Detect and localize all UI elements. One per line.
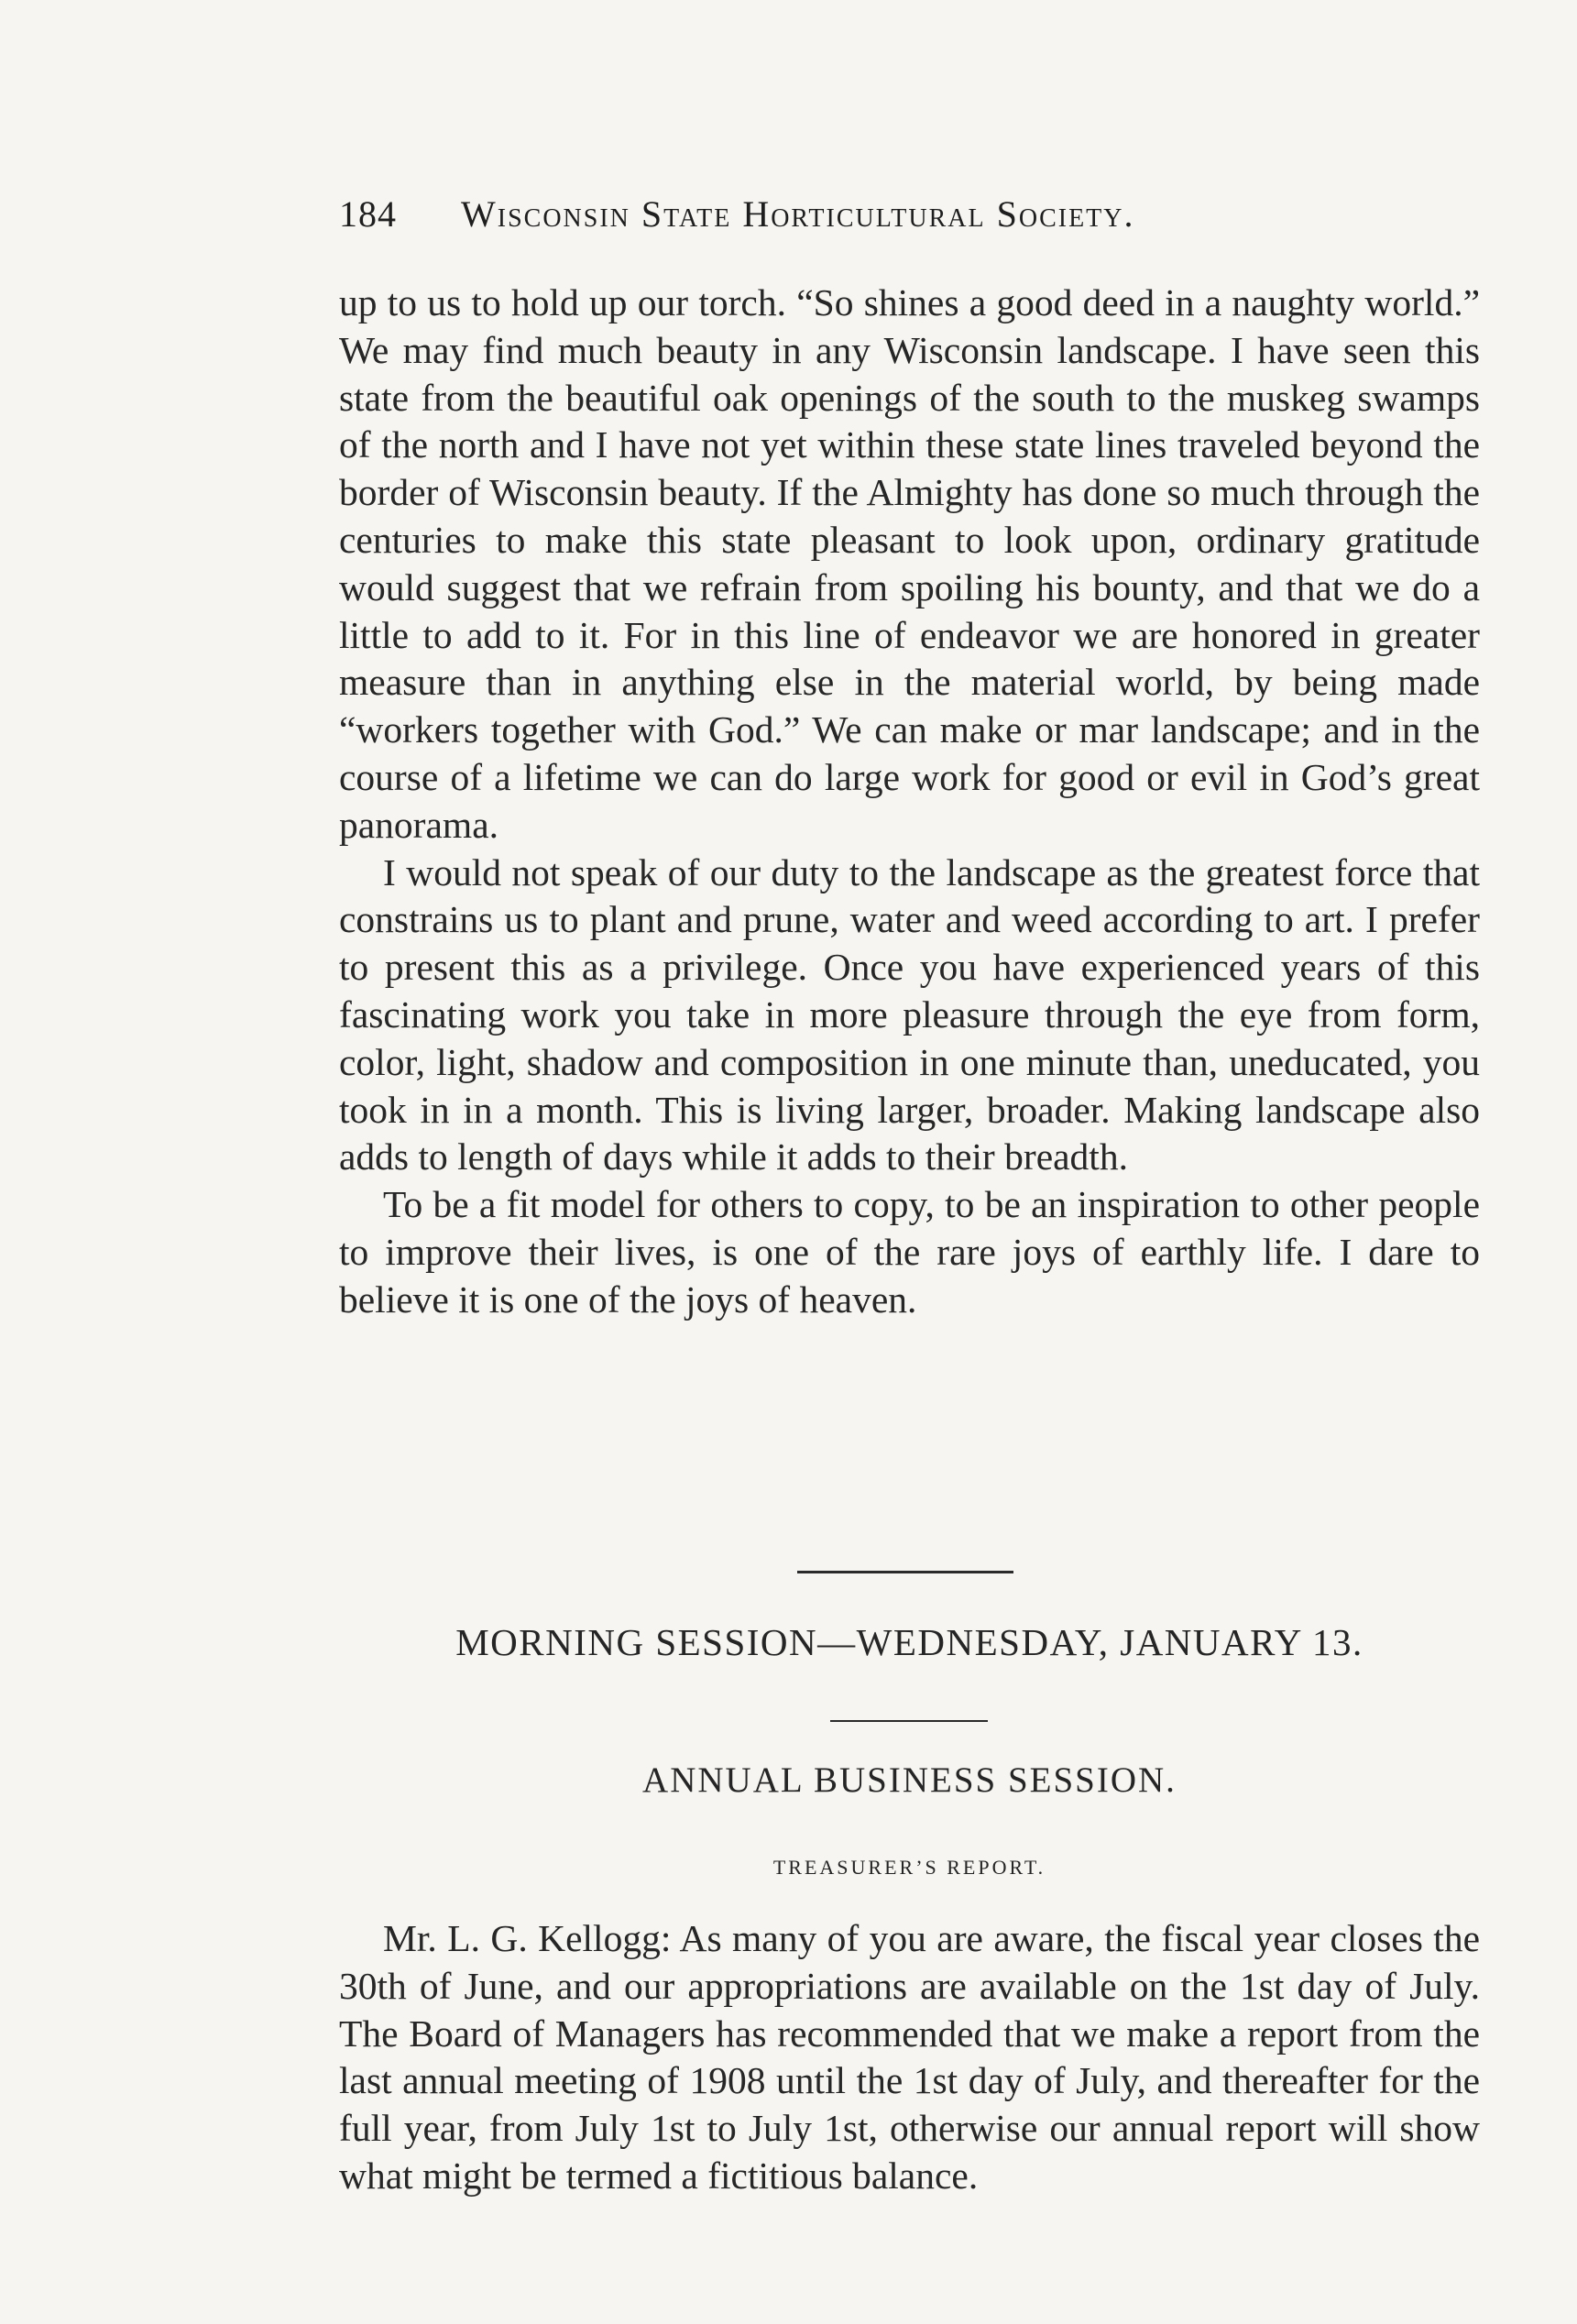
section-divider: [797, 1571, 1013, 1573]
paragraph: To be a fit model for others to copy, to be an inspiration to other people to improve their lives, is one of the rare joys of earthly life. I dare to believe it is one of the joys of heaven.: [339, 1183, 1480, 1321]
annual-business-heading: ANNUAL BUSINESS SESSION.: [642, 1760, 1177, 1800]
page-number: 184: [339, 193, 397, 235]
running-title: Wisconsin State Horticultural Society.: [461, 193, 1135, 235]
running-header: [339, 192, 1301, 236]
treasurer-report-heading: TREASURER’S REPORT.: [772, 1856, 1046, 1879]
morning-session-heading: MORNING SESSION—WEDNESDAY, JANUARY 13.: [455, 1621, 1363, 1663]
paragraph: up to us to hold up our torch. “So shines a good deed in a naughty world.” We may find much beauty in any Wisconsin landscape. I have seen this state from the beautiful oak openings of the south to the muskeg swamps of the north and I have not yet within these state lines traveled beyond the border of Wisconsin beauty. If the Almighty has done so much through the centuries to make this state pleasant to look upon, ordinary gratitude would suggest that we refrain from spoiling his bounty, and that we do a little to add to it. For in this line of endeavor we are honored in greater measure than in anything else in the material world, by being made “workers together with God.” We can make or mar landscape; and in the course of a lifetime we can do large work for good or evil in God’s great panorama.: [339, 281, 1480, 846]
paragraph: Mr. L. G. Kellogg: As many of you are aware, the fiscal year closes the 30th of June, and our appropriations are available on the 1st day of July. The Board of Managers has recommended that we make a report from the last annual meeting of 1908 until the 1st day of July, and thereafter for the full year, from July 1st to July 1st, otherwise our annual report will show what might be termed a fictitious balance.: [339, 1917, 1480, 2197]
report-text: [339, 1915, 1480, 2200]
section-divider: [830, 1720, 988, 1722]
body-text: [339, 280, 1480, 1324]
paragraph: I would not speak of our duty to the landscape as the greatest force that constrains us to plant and prune, water and weed according to art. I prefer to present this as a privilege. Once you have experienced years of this fascinating work you take in more pleasure through the eye from form, color, light, shadow and composition in one minute than, uneducated, you took in in a month. This is living larger, broader. Making landscape also adds to length of days while it adds to their breadth.: [339, 850, 1480, 1178]
